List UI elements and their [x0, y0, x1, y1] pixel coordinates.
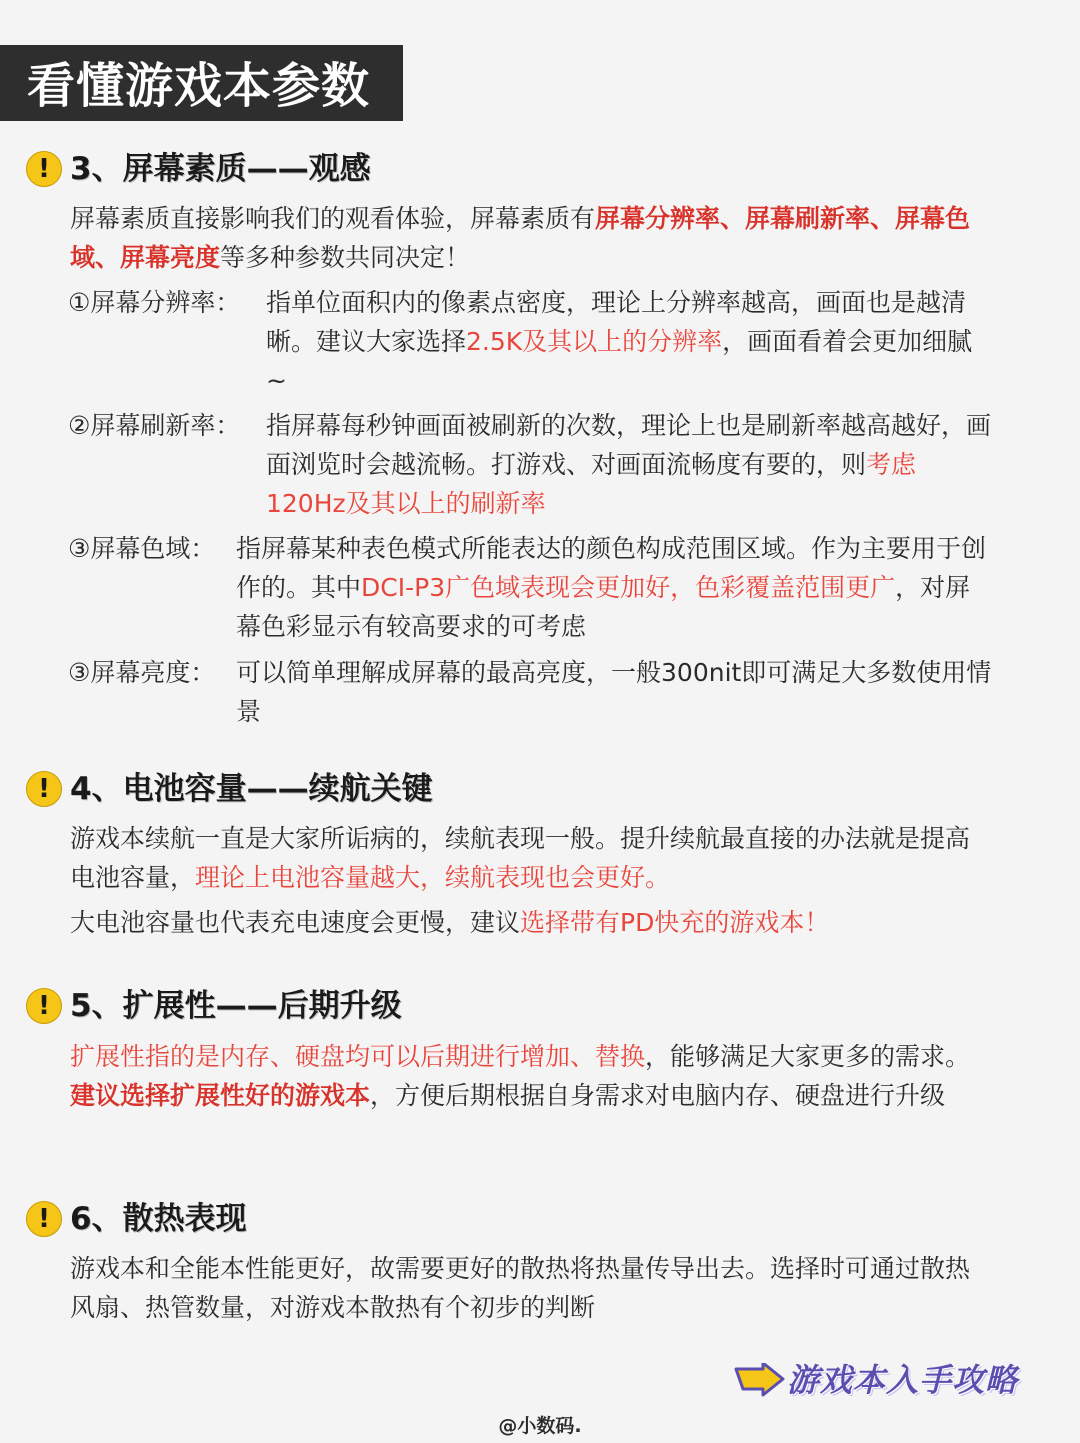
section-6-para: 游戏本和全能本性能更好，故需要更好的散热将热量传导出去。选择时可通过散热风扇、热管数量，对游戏本散热有个初步的判断	[70, 1254, 971, 1322]
section-5-title: 5、扩展性——后期升级	[70, 988, 402, 1024]
exclamation-circle-icon: !	[26, 988, 62, 1024]
highlight-text: 理论上电池容量越大，续航表现也会更好。	[195, 863, 671, 892]
section-5-para: 扩展性指的是内存、硬盘均可以后期进行增加、替换，能够满足大家更多的需求。建议选择扩展性好的游戏本，方便后期根据自身需求对电脑内存、硬盘进行升级	[70, 1042, 971, 1110]
section-4-title: 4、电池容量——续航关键	[70, 771, 433, 807]
highlight-text: 选择带有PD快充的游戏本！	[520, 908, 830, 937]
section-3-title: 3、屏幕素质——观感	[70, 151, 371, 187]
logo-text: 游戏本入手攻略	[787, 1361, 1019, 1399]
list-item-brightness	[68, 653, 993, 731]
highlight-text: DCI-P3广色域表现会更加好，色彩覆盖范围更广	[361, 573, 896, 602]
author-watermark: @小数码.	[498, 1415, 582, 1437]
page-title: 看懂游戏本参数	[27, 58, 371, 114]
list-item-resolution	[68, 283, 993, 400]
item-body: 指单位面积内的像素点密度，理论上分辨率越高，画面也是越清晰。建议大家选择2.5K及其以上的分辨率，画面看着会更加细腻~	[266, 288, 973, 395]
item-body: 可以简单理解成屏幕的最高亮度，一般300nit即可满足大多数使用情景	[236, 658, 992, 726]
item-label: ③屏幕色域：	[68, 534, 216, 563]
exclamation-circle-icon: !	[26, 151, 62, 187]
highlight-text: 扩展性指的是内存、硬盘均可以后期进行增加、替换	[70, 1042, 646, 1071]
section-6-title: 6、散热表现	[70, 1201, 247, 1237]
exclamation-circle-icon: !	[26, 1201, 62, 1237]
item-label: ②屏幕刷新率：	[68, 411, 241, 440]
highlight-text: 建议选择扩展性好的游戏本	[70, 1081, 371, 1110]
item-label: ③屏幕亮度：	[68, 658, 216, 687]
section-3-intro: 屏幕素质直接影响我们的观看体验，屏幕素质有屏幕分辨率、屏幕刷新率、屏幕色域、屏幕亮度等多种参数共同决定！	[70, 204, 971, 272]
highlight-text: 2.5K及其以上的分辨率	[466, 327, 723, 356]
item-label: ①屏幕分辨率：	[68, 288, 241, 317]
list-item-color-gamut	[68, 529, 993, 646]
item-body: 指屏幕每秒钟画面被刷新的次数，理论上也是刷新率越高越好，画面浏览时会越流畅。打游戏、对画面流畅度有要的，则考虑120Hz及其以上的刷新率	[266, 411, 992, 518]
list-item-refresh-rate	[68, 406, 993, 523]
item-body: 指屏幕某种表色模式所能表达的颜色构成范围区域。作为主要用于创作的。其中DCI-P3广色域表现会更加好，色彩覆盖范围更广，对屏幕色彩显示有较高要求的可考虑	[236, 534, 987, 641]
arrow-hand-icon	[733, 1363, 785, 1399]
exclamation-circle-icon: !	[26, 771, 62, 807]
section-4-para-1: 游戏本续航一直是大家所诟病的，续航表现一般。提升续航最直接的办法就是提高电池容量，理论上电池容量越大，续航表现也会更好。	[70, 824, 971, 892]
highlight-text: 屏幕分辨率、屏幕刷新率、屏幕色域、屏幕亮度	[70, 204, 971, 272]
highlight-text: 考虑120Hz及其以上的刷新率	[266, 450, 917, 518]
section-4-para-2: 大电池容量也代表充电速度会更慢，建议选择带有PD快充的游戏本！	[70, 908, 830, 937]
